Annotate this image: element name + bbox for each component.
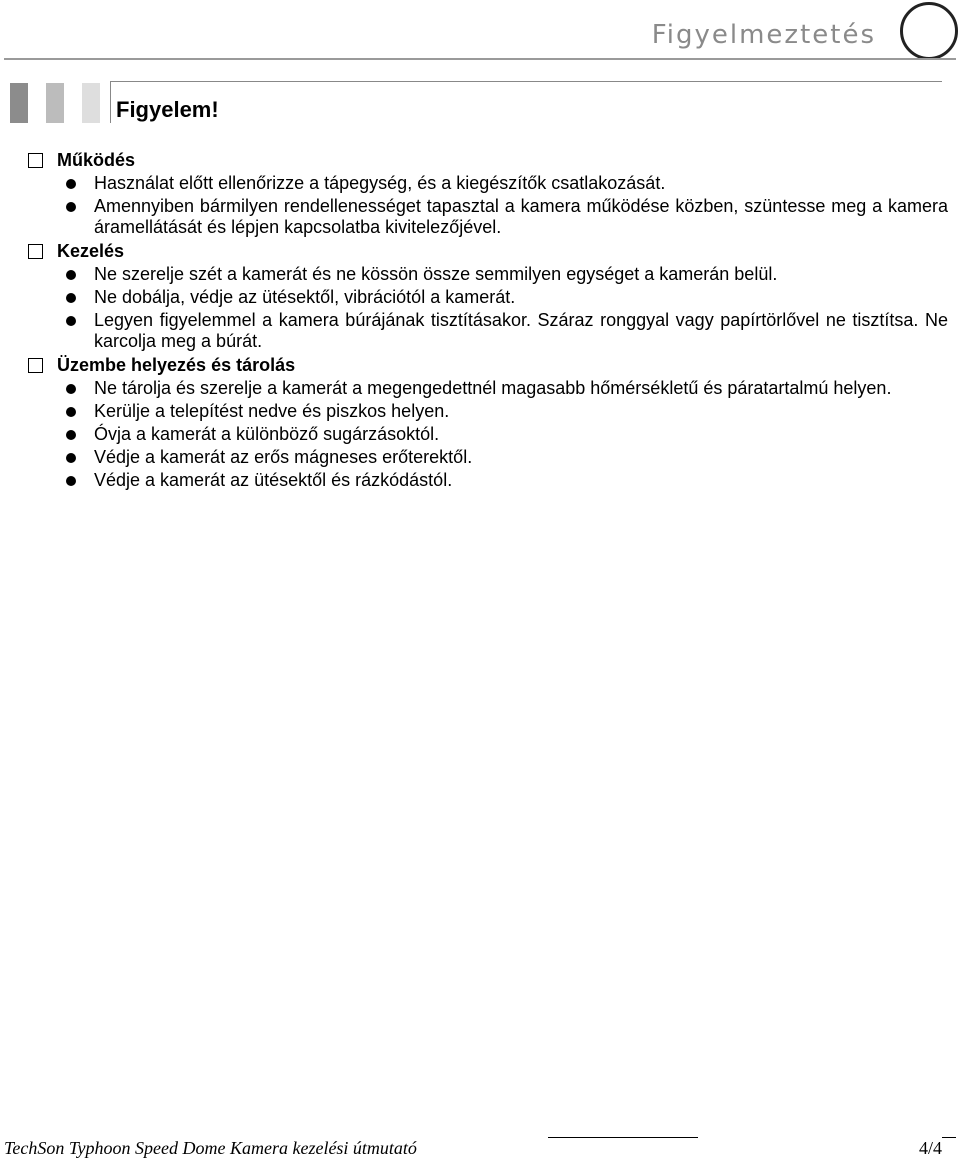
bullet-dot-icon <box>66 453 76 463</box>
banner-bar-light <box>82 83 100 123</box>
section-banner <box>10 81 942 123</box>
checkbox-square-icon <box>28 153 43 168</box>
footer-page-rule <box>942 1137 956 1138</box>
list-item <box>28 469 948 492</box>
warning-content <box>28 148 948 492</box>
section-heading-text: Kezelés <box>57 241 125 261</box>
bullet-dot-icon <box>66 316 76 326</box>
banner-top-rule <box>110 81 942 82</box>
footer-manual-title: TechSon Typhoon Speed Dome Kamera kezelési útmutató <box>4 1138 417 1158</box>
bullet-dot-icon <box>66 179 76 189</box>
list-item-text: Használat előtt ellenőrizze a tápegység, és a kiegészítők csatlakozását. <box>94 173 666 193</box>
list-item <box>28 423 948 446</box>
footer-page-number: 4/4 <box>918 1138 942 1158</box>
list-item-text: Legyen figyelemmel a kamera búrájának tisztításakor. Száraz ronggyal vagy papírtörlővel ne tisztítsa. Ne karcolja meg a búrát. <box>94 310 948 351</box>
list-item-text: Ne dobálja, védje az ütésektől, vibrációtól a kamerát. <box>94 287 516 307</box>
list-item-text: Védje a kamerát az ütésektől és rázkódástól. <box>94 470 453 490</box>
list-item <box>28 377 948 400</box>
circle-logo-icon <box>900 2 958 60</box>
section-heading <box>28 353 948 377</box>
list-item-text: Óvja a kamerát a különböző sugárzásoktól. <box>94 424 440 444</box>
bullet-dot-icon <box>66 430 76 440</box>
list-item-text: Ne tárolja és szerelje a kamerát a megengedettnél magasabb hőmérsékletű és páratartalmú helyen. <box>94 378 892 398</box>
list-item <box>28 263 948 286</box>
banner-bar-medium <box>46 83 64 123</box>
section-mukodes <box>28 148 948 239</box>
list-item <box>28 286 948 309</box>
checkbox-square-icon <box>28 358 43 373</box>
section-uzembe-helyezes <box>28 353 948 492</box>
list-item <box>28 195 948 239</box>
list-item <box>28 400 948 423</box>
checkbox-square-icon <box>28 244 43 259</box>
section-heading-text: Működés <box>57 150 136 170</box>
bullet-dot-icon <box>66 384 76 394</box>
page-header-title: Figyelmeztetés <box>651 20 876 50</box>
header-divider <box>4 58 956 60</box>
section-kezeles <box>28 239 948 353</box>
bullet-dot-icon <box>66 407 76 417</box>
list-item <box>28 309 948 353</box>
list-item-text: Kerülje a telepítést nedve és piszkos helyen. <box>94 401 450 421</box>
section-heading-text: Üzembe helyezés és tárolás <box>57 355 296 375</box>
bullet-dot-icon <box>66 202 76 212</box>
footer-divider <box>548 1137 698 1138</box>
list-item-text: Amennyiben bármilyen rendellenességet tapasztal a kamera működése közben, szüntesse meg a kamera áramellátását és lépjen kapcsolatba kivitelezőjével. <box>94 196 948 237</box>
bullet-dot-icon <box>66 476 76 486</box>
section-heading <box>28 148 948 172</box>
list-item-text: Védje a kamerát az erős mágneses erőterektől. <box>94 447 473 467</box>
banner-title: Figyelem! <box>116 97 219 122</box>
section-heading <box>28 239 948 263</box>
bullet-dot-icon <box>66 270 76 280</box>
banner-bar-dark <box>10 83 28 123</box>
list-item <box>28 172 948 195</box>
list-item-text: Ne szerelje szét a kamerát és ne kössön össze semmilyen egységet a kamerán belül. <box>94 264 778 284</box>
bullet-dot-icon <box>66 293 76 303</box>
banner-side-rule <box>110 81 111 123</box>
list-item <box>28 446 948 469</box>
